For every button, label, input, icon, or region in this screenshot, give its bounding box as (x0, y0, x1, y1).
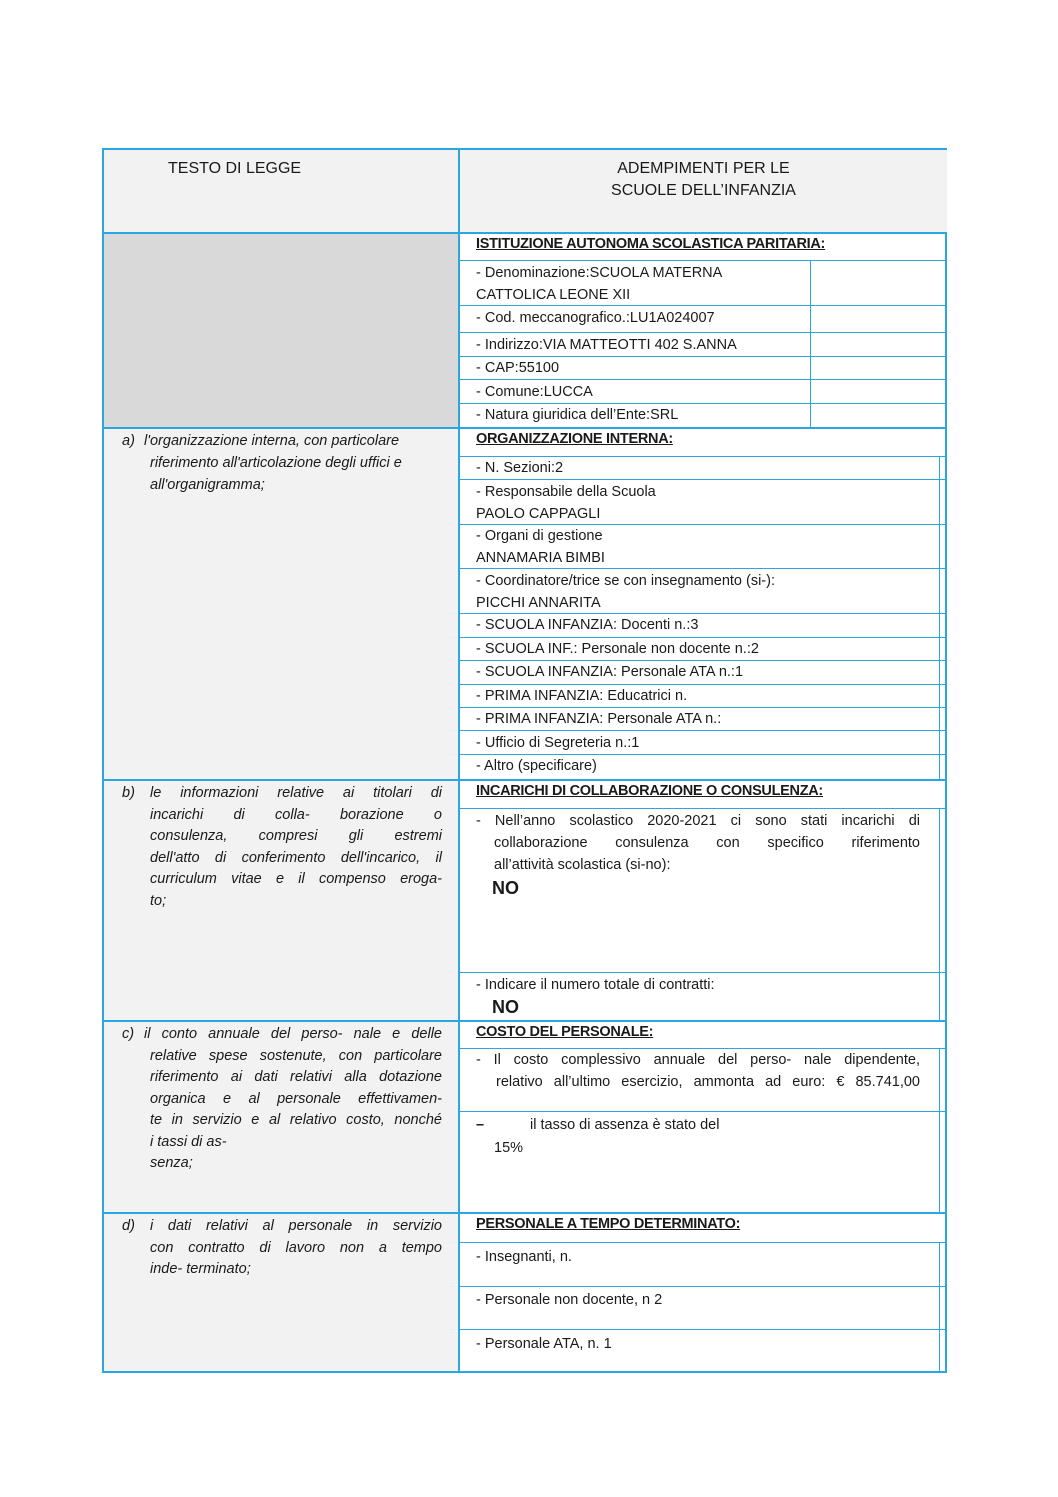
comune: - Comune:LUCCA (476, 384, 593, 400)
istituzione-heading: ISTITUZIONE AUTONOMA SCOLASTICA PARITARIA: (476, 236, 826, 252)
n-sezioni: - N. Sezioni:2 (476, 460, 564, 476)
personale-ata: - SCUOLA INFANZIA: Personale ATA n.:1 (476, 664, 744, 680)
organizzazione-heading: ORGANIZZAZIONE INTERNA: (476, 431, 673, 447)
responsabile-label: - Responsabile della Scuola (476, 484, 656, 500)
section-a-law-line2: riferimento all'articolazione degli uffici e (150, 455, 402, 471)
header-right-cell (460, 150, 947, 232)
personale-non-docente-d: - Personale non docente, n 2 (476, 1292, 663, 1308)
insegnanti: - Insegnanti, n. (476, 1249, 572, 1265)
coordinatore-label: - Coordinatore/trice se con insegnamento (si-): (476, 573, 775, 589)
costo-line2: relativo all’ultimo esercizio, ammonta ad euro: € 85.741,00 (496, 1074, 920, 1090)
section-d-law-line2: con contratto di lavoro non a tempo (150, 1240, 442, 1256)
section-b-law-line3: consulenza, compresi gli estremi (150, 828, 442, 844)
section-c-law-line4: organica e al personale effettivamen- (150, 1091, 442, 1107)
codice-meccanografico: - Cod. meccanografico.:LU1A024007 (476, 310, 715, 326)
section-b-law-line2: incarichi di colla- borazione o (150, 807, 442, 823)
section-d-law-line3: inde- terminato; (150, 1261, 251, 1277)
incarichi-q1-answer: NO (492, 878, 519, 898)
section-b-law-line5: curriculum vitae e il compenso eroga- (150, 871, 442, 887)
section-c-law-line7: senza; (150, 1155, 193, 1171)
section-a-letter: a) (122, 433, 135, 449)
header-left-title: TESTO DI LEGGE (168, 160, 302, 177)
altro: - Altro (specificare) (476, 758, 597, 774)
docenti: - SCUOLA INFANZIA: Docenti n.:3 (476, 617, 699, 633)
section-b-law-line4: dell'atto di conferimento dell'incarico, il (150, 850, 442, 866)
section-a-law-line1: l'organizzazione interna, con particolare (144, 433, 400, 449)
section-c-letter: c) (122, 1026, 135, 1042)
incarichi-q1-line1: - Nell’anno scolastico 2020-2021 ci sono stati incarichi di (476, 813, 920, 829)
section-c-law-line2: relative spese sostenute, con particolare (150, 1048, 442, 1064)
costo-heading: COSTO DEL PERSONALE: (476, 1024, 654, 1040)
section-b-letter: b) (122, 785, 135, 801)
incarichi-q1-line2: collaborazione consulenza con specifico riferimento (494, 835, 920, 851)
denominazione-line1: - Denominazione:SCUOLA MATERNA (476, 265, 723, 281)
transparency-table (102, 148, 947, 1373)
responsabile-value: PAOLO CAPPAGLI (476, 506, 601, 522)
costo-line1: - Il costo complessivo annuale del perso- nale dipendente, (476, 1052, 920, 1068)
section-c-law-line3: riferimento ai dati relativi alla dotazione (150, 1069, 442, 1085)
section-c-law-line6: i tassi di as- (150, 1134, 227, 1150)
indirizzo: - Indirizzo:VIA MATTEOTTI 402 S.ANNA (476, 337, 737, 353)
header-left-cell (104, 150, 458, 232)
organi-label: - Organi di gestione (476, 528, 603, 544)
cap: - CAP:55100 (476, 360, 560, 376)
section-b-law-line6: to; (150, 893, 167, 909)
section-a-law-line3: all'organigramma; (150, 477, 265, 493)
section-d-law-line1: i dati relativi al personale in servizio (150, 1218, 442, 1234)
section-d-letter: d) (122, 1218, 135, 1234)
istituzione-left-cell (104, 234, 458, 427)
tasso-text: il tasso di assenza è stato del (530, 1117, 720, 1133)
tasso-value: 15% (494, 1140, 524, 1156)
section-c-law-line5: te in servizio e al relativo costo, nonché (150, 1112, 442, 1128)
coordinatore-value: PICCHI ANNARITA (476, 595, 601, 611)
prima-infanzia-ata: - PRIMA INFANZIA: Personale ATA n.: (476, 711, 722, 727)
header-right-title-2: SCUOLE DELL’INFANZIA (611, 182, 796, 199)
section-b-law-line1: le informazioni relative ai titolari di (150, 785, 442, 801)
natura-giuridica: - Natura giuridica dell’Ente:SRL (476, 407, 679, 423)
educatrici: - PRIMA INFANZIA: Educatrici n. (476, 688, 688, 704)
incarichi-q2: - Indicare il numero totale di contratti: (476, 977, 715, 993)
tasso-dash: – (476, 1117, 485, 1133)
section-c-law-line1: il conto annuale del perso- nale e delle (144, 1026, 442, 1042)
incarichi-heading: INCARICHI DI COLLABORAZIONE O CONSULENZA: (476, 783, 823, 799)
personale-determinato-heading: PERSONALE A TEMPO DETERMINATO: (476, 1216, 741, 1232)
incarichi-q1-line3: all’attività scolastica (si-no): (494, 857, 671, 873)
personale-ata-d: - Personale ATA, n. 1 (476, 1336, 612, 1352)
ufficio-segreteria: - Ufficio di Segreteria n.:1 (476, 735, 640, 751)
header-right-title-1: ADEMPIMENTI PER LE (617, 160, 790, 177)
personale-non-docente: - SCUOLA INF.: Personale non docente n.:2 (476, 641, 759, 657)
incarichi-q2-answer: NO (492, 997, 519, 1017)
organi-value: ANNAMARIA BIMBI (476, 550, 605, 566)
denominazione-line2: CATTOLICA LEONE XII (476, 287, 631, 303)
